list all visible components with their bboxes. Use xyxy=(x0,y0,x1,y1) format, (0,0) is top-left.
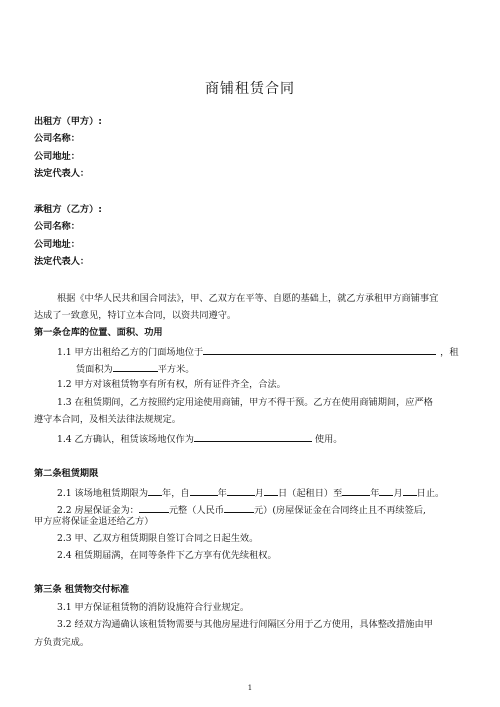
article2-heading: 第二条租赁期限 xyxy=(34,468,99,479)
clause-2-1-text-b: 年，自 xyxy=(162,488,190,499)
clause-2-3: 2.3 甲、乙双方租赁期限自签订合同之日起生效。 xyxy=(57,533,259,544)
clause-2-1-text-a: 2.1 该场地租赁期限为 xyxy=(57,488,149,499)
location-blank[interactable] xyxy=(203,345,436,355)
clause-1-4-text-b: 使用。 xyxy=(311,434,343,445)
lessee-legal-rep: 法定代表人： xyxy=(34,256,90,267)
clause-1-4-text: 1.4 乙方确认，租赁该场地仅作为 xyxy=(57,434,194,445)
clause-2-1-text-g: 月 xyxy=(393,488,403,499)
page-number: 1 xyxy=(247,684,253,692)
end-month-blank[interactable] xyxy=(379,486,393,496)
clause-3-2: 3.2 经双方沟通确认该租赁物需要与其他房屋进行间隔区分用于乙方使用，具体整改措施由甲 xyxy=(57,619,433,630)
deposit-rmb-blank[interactable] xyxy=(224,503,254,513)
page-title: 商铺租赁合同 xyxy=(205,81,295,97)
intro-line-2: 达成了一致意见，特订立本合同，以资共同遵守。 xyxy=(34,310,237,321)
clause-3-1: 3.1 甲方保证租赁物的消防设施符合行业规定。 xyxy=(57,602,250,613)
lessor-heading: 出租方（甲方）: xyxy=(34,116,102,127)
clause-1-2: 1.2 甲方对该租赁物享有所有权，所有证件齐全，合法。 xyxy=(57,379,286,390)
intro-line-1: 根据《中华人民共和国合同法》，甲、乙双方在平等、自愿的基础上，就乙方承租甲方商铺事宜 xyxy=(57,293,439,304)
lessee-company-name: 公司名称： xyxy=(34,221,80,232)
clause-1-3-cont: 遵守本合同，及相关法律法规规定。 xyxy=(34,414,181,425)
start-month-blank[interactable] xyxy=(227,486,255,496)
article3-heading: 第三条 租赁物交付标准 xyxy=(34,584,130,595)
clause-2-1-text-h: 日止。 xyxy=(416,488,445,499)
term-years-blank[interactable] xyxy=(148,486,162,496)
lessor-legal-rep: 法定代表人： xyxy=(34,168,90,179)
clause-1-1 xyxy=(57,345,459,359)
clause-2-1-text-f: 年 xyxy=(370,488,380,499)
deposit-blank[interactable] xyxy=(139,503,169,513)
clause-3-2-cont: 方负责完成。 xyxy=(34,637,90,648)
clause-2-1-text-d: 月 xyxy=(254,488,264,499)
clause-2-1 xyxy=(57,486,444,500)
clause-1-1-text-b: ，租 xyxy=(440,347,459,358)
use-blank[interactable] xyxy=(194,432,312,442)
clause-2-1-text-c: 年 xyxy=(217,488,227,499)
clause-2-1-text-e: 日（起租日）至 xyxy=(277,488,343,499)
clause-2-2 xyxy=(57,503,426,517)
start-day-blank[interactable] xyxy=(264,486,278,496)
clause-1-1-cont xyxy=(76,362,195,376)
clause-2-2-text-c: 元）(房屋保证金在合同终止且不再续签后, xyxy=(253,505,426,516)
lessor-company-address: 公司地址： xyxy=(34,151,80,162)
clause-2-4: 2.4 租赁期届满，在同等条件下乙方享有优先续租权。 xyxy=(57,550,277,561)
clause-1-1-text-d: 平方米。 xyxy=(157,364,195,375)
lessee-heading: 承租方（乙方）: xyxy=(34,204,102,215)
clause-1-3: 1.3 在租赁期间，乙方按照约定用途使用商铺，甲方不得干预。乙方在使用商铺期间，应严格 xyxy=(57,397,433,408)
end-year-blank[interactable] xyxy=(342,486,370,496)
area-blank[interactable] xyxy=(113,362,158,372)
lessee-company-address: 公司地址： xyxy=(34,239,80,250)
article1-heading: 第一条仓库的位置、面积、功用 xyxy=(34,327,163,338)
clause-1-1-text-c: 赁面积为 xyxy=(76,364,113,375)
lessor-company-name: 公司名称： xyxy=(34,133,80,144)
clause-2-2-cont: 甲方应将保证金退还给乙方） xyxy=(34,516,154,527)
clause-1-4 xyxy=(57,432,342,446)
end-day-blank[interactable] xyxy=(403,486,417,496)
clause-2-2-text-b: 元整（人民币 xyxy=(168,505,224,516)
clause-2-2-text-a: 2.2 房屋保证金为： xyxy=(57,505,139,516)
clause-1-1-text: 1.1 甲方出租给乙方的门面场地位于 xyxy=(57,347,204,358)
start-year-blank[interactable] xyxy=(190,486,218,496)
